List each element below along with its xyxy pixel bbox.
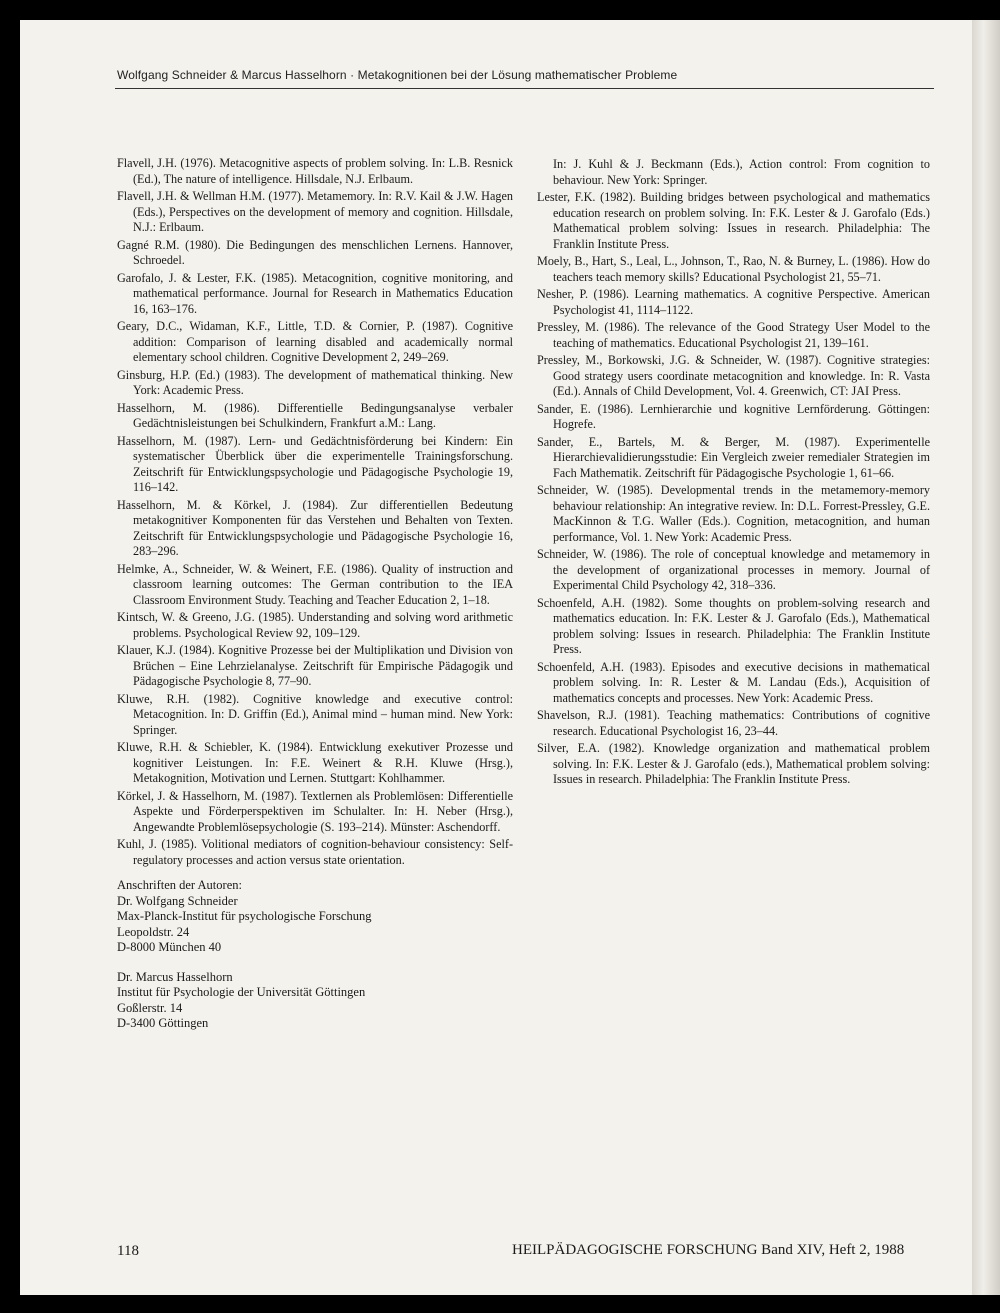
journal-footer: HEILPÄDAGOGISCHE FORSCHUNG Band XIV, Heft 2, 1988 bbox=[512, 1242, 905, 1258]
reference-entry: Kluwe, R.H. (1982). Cognitive knowledge and executive control: Metacognition. In: D. Griffin (Ed.), Animal mind – human mind. New York: Springer. bbox=[117, 691, 513, 737]
reference-entry: Shavelson, R.J. (1981). Teaching mathematics: Contributions of cognitive research. Educational Psychologist 16, 23–44. bbox=[537, 708, 930, 738]
reference-entry: Garofalo, J. & Lester, F.K. (1985). Metacognition, cognitive monitoring, and mathematical performance. Journal for Research in Mathematics Education 16, 163–176. bbox=[117, 270, 513, 316]
addresses-heading: Anschriften der Autoren: bbox=[117, 878, 242, 892]
reference-entry: Schoenfeld, A.H. (1983). Episodes and executive decisions in mathematical problem solving. In: R. Lester & M. Landau (Eds.), Acquisition of mathematics concepts and processes. New York: Academic Press. bbox=[537, 659, 930, 705]
address-line: D-8000 München 40 bbox=[117, 940, 222, 954]
address-line: Max-Planck-Institut für psychologische Forschung bbox=[117, 909, 372, 923]
reference-entry: Helmke, A., Schneider, W. & Weinert, F.E. (1986). Quality of instruction and classroom learning outcomes: The German contribution to the IEA Classroom Environment Study. Teaching and Teacher Education 2, 1–18. bbox=[117, 561, 513, 607]
page-number: 118 bbox=[117, 1243, 139, 1259]
address-line: Leopoldstr. 24 bbox=[117, 924, 190, 939]
reference-entry: Kuhl, J. (1985). Volitional mediators of cognition-behaviour consistency: Self-regulatory processes and action versus state orientation. bbox=[117, 837, 513, 867]
reference-entry: Ginsburg, H.P. (Ed.) (1983). The development of mathematical thinking. New York: Academic Press. bbox=[117, 367, 513, 397]
reference-entry: Sander, E. (1986). Lernhierarchie und kognitive Lernförderung. Göttingen: Hogrefe. bbox=[537, 401, 930, 431]
reference-entry: Flavell, J.H. (1976). Metacognitive aspects of problem solving. In: L.B. Resnick (Ed.), The nature of intelligence. Hillsdale, N.J. Erlbaum. bbox=[117, 156, 513, 186]
address-line: D-3400 Göttingen bbox=[117, 1016, 209, 1030]
reference-entry: Pressley, M., Borkowski, J.G. & Schneider, W. (1987). Cognitive strategies: Good strategy users coordinate metacognition and knowledge. In: R. Vasta (Ed.). Annals of Child Development, Vol. 4. Greenwich, CT: JAI Press. bbox=[537, 353, 930, 398]
reference-entry: Schoenfeld, A.H. (1982). Some thoughts on problem-solving research and mathematics education. In: F.K. Lester & J. Garofalo (Eds.), Mathematical problem solving: Issues in research. Philadelphia: The Franklin Institute Press. bbox=[537, 595, 930, 656]
reference-entry: Nesher, P. (1986). Learning mathematics. A cognitive Perspective. American Psychologist 41, 1114–1122. bbox=[537, 287, 930, 317]
reference-continuation: In: J. Kuhl & J. Beckmann (Eds.), Action control: From cognition to behaviour. New York: Springer. bbox=[553, 157, 930, 187]
reference-entry: Klauer, K.J. (1984). Kognitive Prozesse bei der Multiplikation und Division von Brüchen – Eine Lehrzielanalyse. Zeitschrift für Empirische Pädagogik und Pädagogische Psychologie 8, 77–90. bbox=[117, 643, 513, 688]
reference-entry: Hasselhorn, M. (1987). Lern- und Gedächtnisförderung bei Kindern: Ein systematischer Überblick über die experimentelle Trainingsforschung. Zeitschrift für Entwicklungspsychologie und Pädagogische Psychologie 19, 116–142. bbox=[117, 433, 513, 494]
reference-entry: Lester, F.K. (1982). Building bridges between psychological and mathematics education research on problem solving. In: F.K. Lester & J. Garofalo (Eds.) Mathematical problem solving: Issues in research. Philadelphia: The Franklin Institute Press. bbox=[537, 190, 930, 251]
reference-entry: Kintsch, W. & Greeno, J.G. (1985). Understanding and solving word arithmetic problems. Psychological Review 92, 109–129. bbox=[117, 610, 513, 640]
reference-entry: Silver, E.A. (1982). Knowledge organization and mathematical problem solving. In: F.K. Lester & J. Garofalo (eds.), Mathematical problem solving: Issues in research. Philadelphia: The Franklin Institute Press. bbox=[537, 741, 930, 786]
reference-entry: Schneider, W. (1986). The role of conceptual knowledge and metamemory in the development of organizational processes in memory. Journal of Experimental Child Psychology 42, 318–336. bbox=[537, 547, 930, 592]
book-spine-edge bbox=[972, 20, 1000, 1295]
reference-entry: Kluwe, R.H. & Schiebler, K. (1984). Entwicklung exekutiver Prozesse und kognitiver Leistungen. In: F.E. Weinert & R.H. Kluwe (Hrsg.), Metakognition, Motivation und Lernen. Stuttgart: Kohlhammer. bbox=[117, 740, 513, 785]
reference-entry: Sander, E., Bartels, M. & Berger, M. (1987). Experimentelle Hierarchievalidierungsstudie: Ein Vergleich zweier remedialer Strategien im Fach Mathematik. Zeitschrift für Pädagogische Psychologie 1, 61–66. bbox=[537, 434, 930, 480]
address-gap bbox=[117, 956, 371, 970]
references-left-column bbox=[117, 156, 513, 870]
reference-entry: Geary, D.C., Widaman, K.F., Little, T.D. & Cornier, P. (1987). Cognitive addition: Comparison of learning disabled and academically normal elementary school children. Cognitive Development 2, 249–269. bbox=[117, 319, 513, 364]
reference-entry: Moely, B., Hart, S., Leal, L., Johnson, T., Rao, N. & Burney, L. (1986). How do teachers teach memory skills? Educational Psychologist 21, 55–71. bbox=[537, 254, 930, 284]
address-line: Institut für Psychologie der Universität Göttingen bbox=[117, 985, 366, 999]
reference-entry: Pressley, M. (1986). The relevance of the Good Strategy User Model to the teaching of mathematics. Educational Psychologist 21, 139–161. bbox=[537, 320, 930, 350]
reference-entry: Körkel, J. & Hasselhorn, M. (1987). Textlernen als Problemlösen: Differentielle Aspekte und Förderperspektiven im Schulalter. In: H. Neber (Hrsg.), Angewandte Problemlösepsychologie (S. 193–214). Münster: Aschendorff. bbox=[117, 788, 513, 834]
reference-entry: Hasselhorn, M. (1986). Differentielle Bedingungsanalyse verbaler Gedächtnisleistungen bei Schulkindern, Frankfurt a.M.: Lang. bbox=[117, 400, 513, 430]
author-addresses bbox=[117, 878, 371, 1032]
address-line: Dr. Wolfgang Schneider bbox=[117, 893, 238, 908]
references-right-column bbox=[537, 157, 930, 790]
address-line: Goßlerstr. 14 bbox=[117, 1000, 183, 1015]
address-line: Dr. Marcus Hasselhorn bbox=[117, 969, 233, 984]
reference-entry: Hasselhorn, M. & Körkel, J. (1984). Zur differentiellen Bedeutung metakognitiver Komponenten für das Verstehen und Behalten von Texten. Zeitschrift für Entwicklungspsychologie und Pädagogische Psychologie 16, 283–296. bbox=[117, 497, 513, 558]
running-header: Wolfgang Schneider & Marcus Hasselhorn · Metakognitionen bei der Lösung mathematischer Probleme bbox=[117, 68, 678, 82]
reference-entry: Schneider, W. (1985). Developmental trends in the metamemory-memory behaviour relationship: An integrative review. In: D.L. Forrest-Pressley, G.E. MacKinnon & T.G. Waller (Eds.). Cognition, metacognition, and human performance, Vol. 1. New York: Academic Press. bbox=[537, 483, 930, 544]
reference-entry: Flavell, J.H. & Wellman H.M. (1977). Metamemory. In: R.V. Kail & J.W. Hagen (Eds.), Perspectives on the development of memory and cognition. Hillsdale, N.J.: Erlbaum. bbox=[117, 189, 513, 234]
header-rule bbox=[115, 88, 934, 89]
reference-entry: Gagné R.M. (1980). Die Bedingungen des menschlichen Lernens. Hannover, Schroedel. bbox=[117, 237, 513, 267]
